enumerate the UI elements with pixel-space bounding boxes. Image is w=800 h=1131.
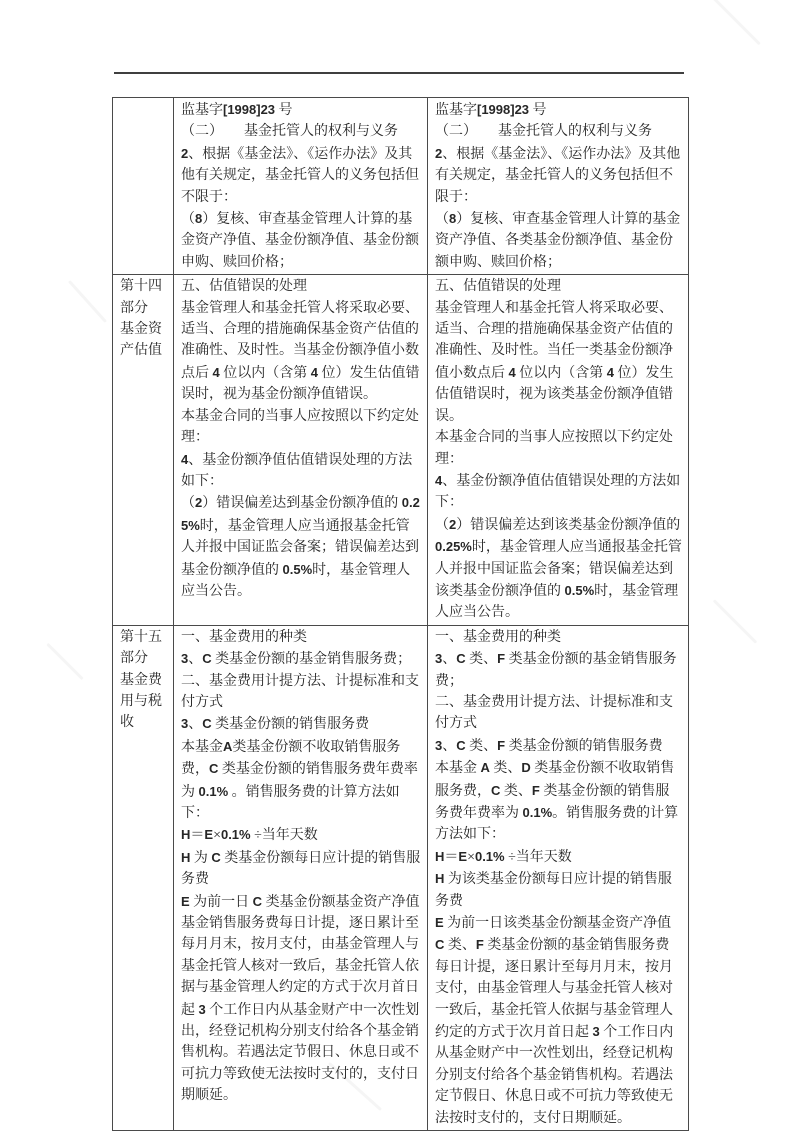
paragraph: 4、基金份额净值估值错误处理的方法如下： <box>435 472 681 511</box>
paragraph: 基金管理人和基金托管人将采取必要、适当、合理的措施确保基金资产估值的准确性、及时性。当基金份额净值小数点后 4 位以内（含第 4 位）发生估值错误时，视为基金份额净值错误。 <box>181 300 420 403</box>
page-header-rule <box>114 72 684 74</box>
paragraph: 2、根据《基金法》、《运作办法》及其他有关规定，基金托管人的义务包括但不限于： <box>435 145 681 205</box>
section-title: 基金费用与税收 <box>120 672 162 731</box>
clause-revised-cell <box>428 275 689 626</box>
paragraph: 3、C 类、F 类基金份额的基金销售服务费； <box>435 651 677 689</box>
paragraph: 二、基金费用计提方法、计提标准和支付方式 <box>181 673 419 710</box>
paragraph: （8）复核、审查基金管理人计算的基金资产净值、基金份额净值、基金份额申购、赎回价格； <box>181 211 419 270</box>
paragraph: 4、基金份额净值估值错误处理的方法如下： <box>181 451 413 489</box>
clause-revised-cell <box>428 98 689 275</box>
paragraph: H＝E×0.1% ÷当年天数 <box>181 827 318 844</box>
clause-revised-cell <box>428 625 689 1130</box>
paragraph: （二） 基金托管人的权利与义务 <box>181 124 398 140</box>
section-label-cell <box>113 98 174 275</box>
paragraph: （2）错误偏差达到该类基金份额净值的 0.25%时，基金管理人应当通报基金托管人并报中国证监会备案；错误偏差达到该类基金份额净值的 0.5%时，基金管理人应当公告。 <box>435 516 682 621</box>
clause-original-cell <box>174 625 428 1130</box>
section-number: 第十四部分 <box>120 279 162 316</box>
clause-comparison-table <box>112 97 689 1131</box>
section-title: 基金资产估值 <box>120 322 162 359</box>
watermark-streak <box>68 280 107 323</box>
paragraph: 二、基金费用计提方法、计提标准和支付方式 <box>435 694 673 732</box>
clause-original-cell <box>174 98 428 275</box>
paragraph: 五、估值错误的处理 <box>181 279 307 295</box>
paragraph: 本基金A类基金份额不收取销售服务费，C 类基金份额的销售服务费年费率为 0.1% 。销售服务费的计算方法如下： <box>181 738 418 821</box>
paragraph: 本基金合同的当事人应按照以下约定处理： <box>181 408 419 446</box>
paragraph: H 为 C 类基金份额每日应计提的销售服务费 <box>181 849 421 888</box>
paragraph: （8）复核、审查基金管理人计算的基金资产净值、各类基金份额净值、基金份额申购、赎回价格； <box>435 211 681 270</box>
paragraph: 3、C 类、F 类基金份额的销售服务费 <box>435 737 663 754</box>
paragraph: 一、基金费用的种类 <box>181 629 307 645</box>
paragraph: 基金管理人和基金托管人将采取必要、适当、合理的措施确保基金资产估值的准确性、及时性。当任一类基金份额净值小数点后 4 位以内（含第 4 位）发生估值错误时，视为该类基金份额净值错误。 <box>435 300 674 424</box>
paragraph: 监基字[1998]23 号 <box>181 102 293 118</box>
watermark-streak <box>713 599 758 644</box>
table-row <box>113 275 689 626</box>
paragraph: E 为前一日 C 类基金份额基金资产净值 <box>181 893 420 910</box>
watermark-streak <box>709 0 761 45</box>
paragraph: 基金销售服务费每日计提，逐日累计至每月月末，按月支付，由基金管理人与基金托管人核对一致后，基金托管人依据与基金管理人约定的方式于次月首日起 3 个工作日内从基金财产中一次性划出，经登记机构分别支付给各个基金销售机构。若遇法定节假日、休息日或不可抗力等致使无法按时支付的，支付日期顺延。 <box>181 916 420 1104</box>
table-row <box>113 625 689 1130</box>
section-number: 第十五部分 <box>120 629 162 667</box>
paragraph: 本基金合同的当事人应按照以下约定处理： <box>435 430 673 467</box>
table-row <box>113 98 689 275</box>
section-label-cell <box>113 275 174 626</box>
paragraph: H＝E×0.1% ÷当年天数 <box>435 848 572 865</box>
section-label-cell <box>113 625 174 1130</box>
paragraph: E 为前一日该类基金份额基金资产净值 <box>435 915 672 932</box>
paragraph: 一、基金费用的种类 <box>435 629 561 645</box>
paragraph: 3、C 类基金份额的基金销售服务费； <box>181 651 412 668</box>
watermark-streak <box>46 643 83 680</box>
paragraph: 本基金 A 类、D 类基金份额不收取销售服务费，C 类、F 类基金份额的销售服务费年费率为 0.1%。销售服务费的计算方法如下： <box>435 760 679 843</box>
paragraph: 监基字[1998]23 号 <box>435 102 547 118</box>
paragraph: C 类、F 类基金份额的基金销售服务费每日计提，逐日累计至每月月末，按月支付，由基金管理人与基金托管人核对一致后，基金托管人依据与基金管理人约定的方式于次月首日起 3 个工作日内从基金财产中一次性划出，经登记机构分别支付给各个基金销售机构。若遇法定节假日、休息日或不可抗力等致使无法按时支付的，支付日期顺延。 <box>435 937 674 1126</box>
paragraph: 2、根据《基金法》、《运作办法》及其他有关规定，基金托管人的义务包括但不限于： <box>181 145 419 205</box>
paragraph: 五、估值错误的处理 <box>435 279 561 295</box>
paragraph: （2）错误偏差达到基金份额净值的 0.25%时，基金管理人应当通报基金托管人并报中国证监会备案；错误偏差达到基金份额净值的 0.5%时，基金管理人应当公告。 <box>181 495 420 599</box>
paragraph: 3、C 类基金份额的销售服务费 <box>181 716 370 733</box>
clause-original-cell <box>174 275 428 626</box>
paragraph: （二） 基金托管人的权利与义务 <box>435 124 652 140</box>
paragraph: H 为该类基金份额每日应计提的销售服务费 <box>435 871 672 909</box>
